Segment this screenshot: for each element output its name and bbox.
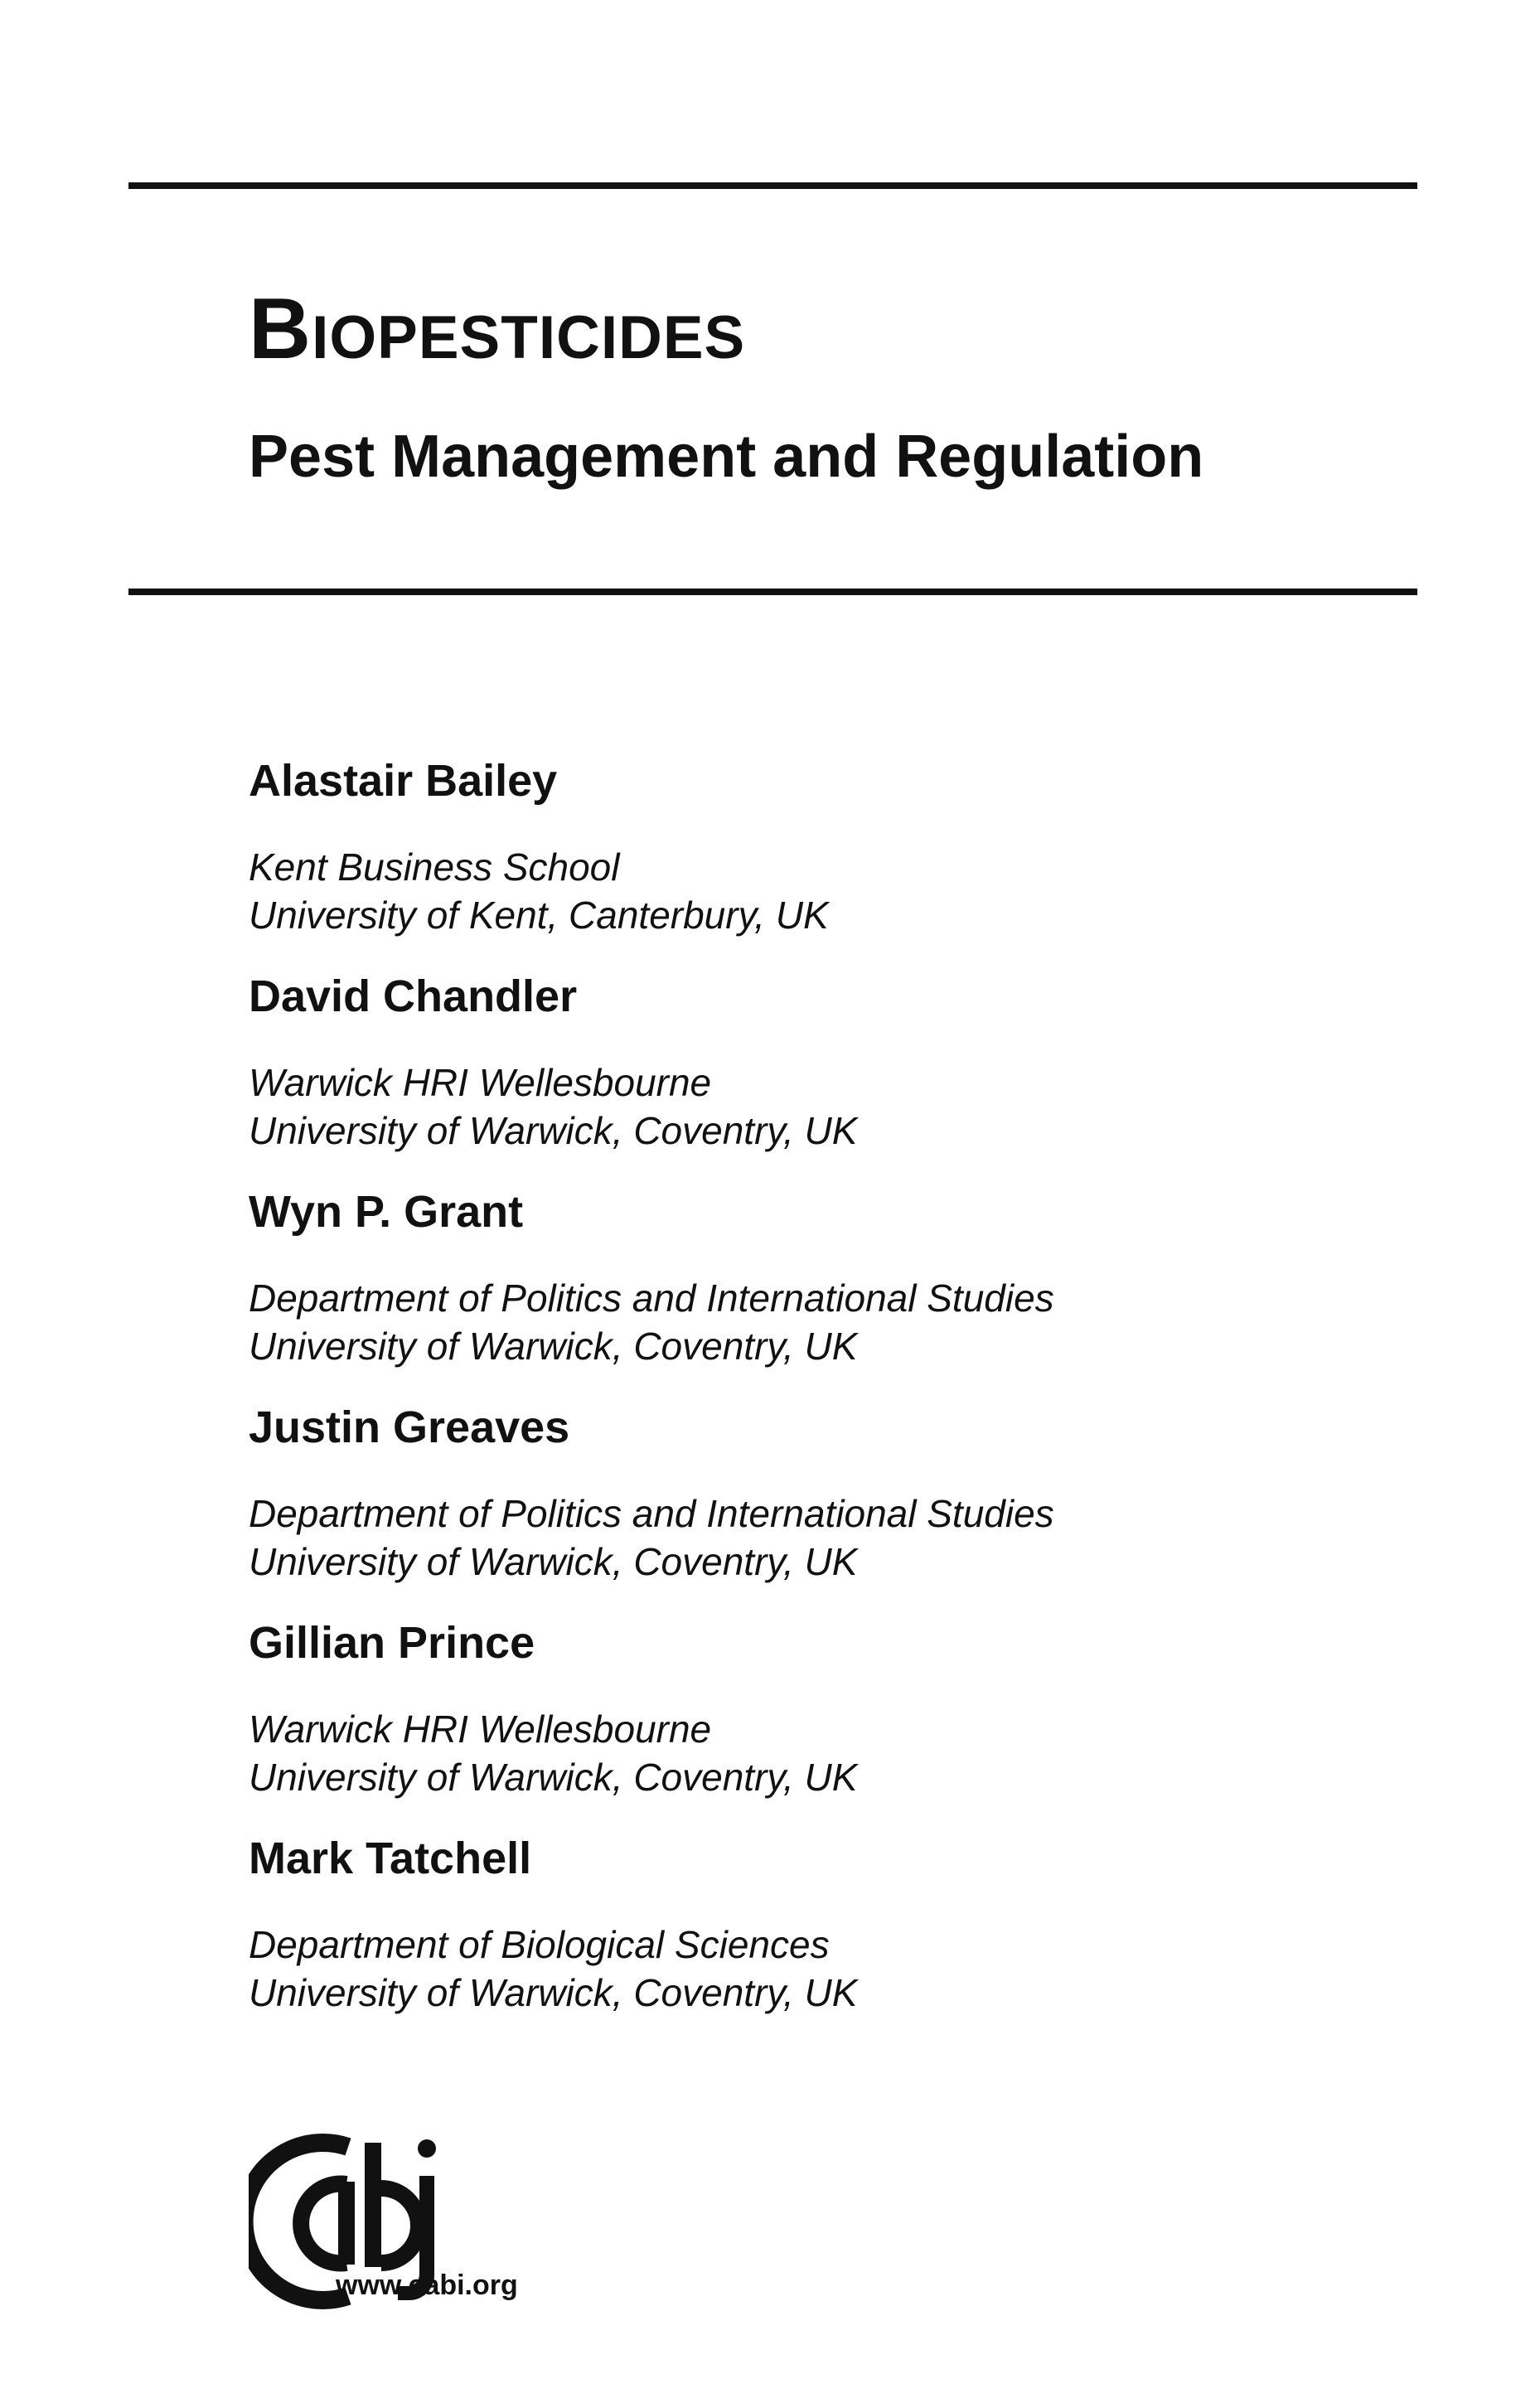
author-name: David Chandler [249,971,578,1021]
book-title: Biopesticides [249,281,746,377]
author-entry [249,1189,1368,1370]
affiliation-line: Warwick HRI Wellesbourne [249,1061,712,1104]
publisher-url: www.cabi.org [336,2270,518,2301]
author-entry [249,1620,1368,1801]
author-name: Gillian Prince [249,1618,535,1668]
affiliation-line: Kent Business School [249,845,620,889]
affiliation-line: University of Warwick, Coventry, UK [249,1109,858,1152]
affiliation-line: University of Warwick, Coventry, UK [249,1756,858,1799]
top-rule [128,182,1417,189]
affiliation-line: Department of Politics and International Studies [249,1492,1054,1535]
author-affiliation [249,1705,1368,1801]
author-entry [249,1402,1368,1586]
author-name: Wyn P. Grant [249,1187,524,1237]
author-name: Mark Tatchell [249,1834,532,1883]
author-affiliation [249,1490,1368,1586]
book-subtitle: Pest Management and Regulation [249,424,1204,490]
author-affiliation [249,843,1368,939]
publisher-logo [249,2130,530,2313]
author-entry [249,758,1368,939]
author-name: Alastair Bailey [249,756,558,806]
author-entry [249,971,1368,1155]
affiliation-line: Department of Politics and International Studies [249,1277,1054,1320]
affiliation-line: University of Warwick, Coventry, UK [249,1971,858,2014]
author-name: Justin Greaves [249,1402,570,1452]
author-affiliation [249,1274,1368,1370]
author-affiliation [249,1921,1368,2017]
author-affiliation [249,1059,1368,1155]
affiliation-line: Department of Biological Sciences [249,1923,830,1966]
author-entry [249,1836,1368,2017]
affiliation-line: Warwick HRI Wellesbourne [249,1708,712,1751]
bottom-rule [128,589,1417,595]
affiliation-line: University of Warwick, Coventry, UK [249,1325,858,1368]
affiliation-line: University of Kent, Canterbury, UK [249,894,829,937]
affiliation-line: University of Warwick, Coventry, UK [249,1540,858,1583]
